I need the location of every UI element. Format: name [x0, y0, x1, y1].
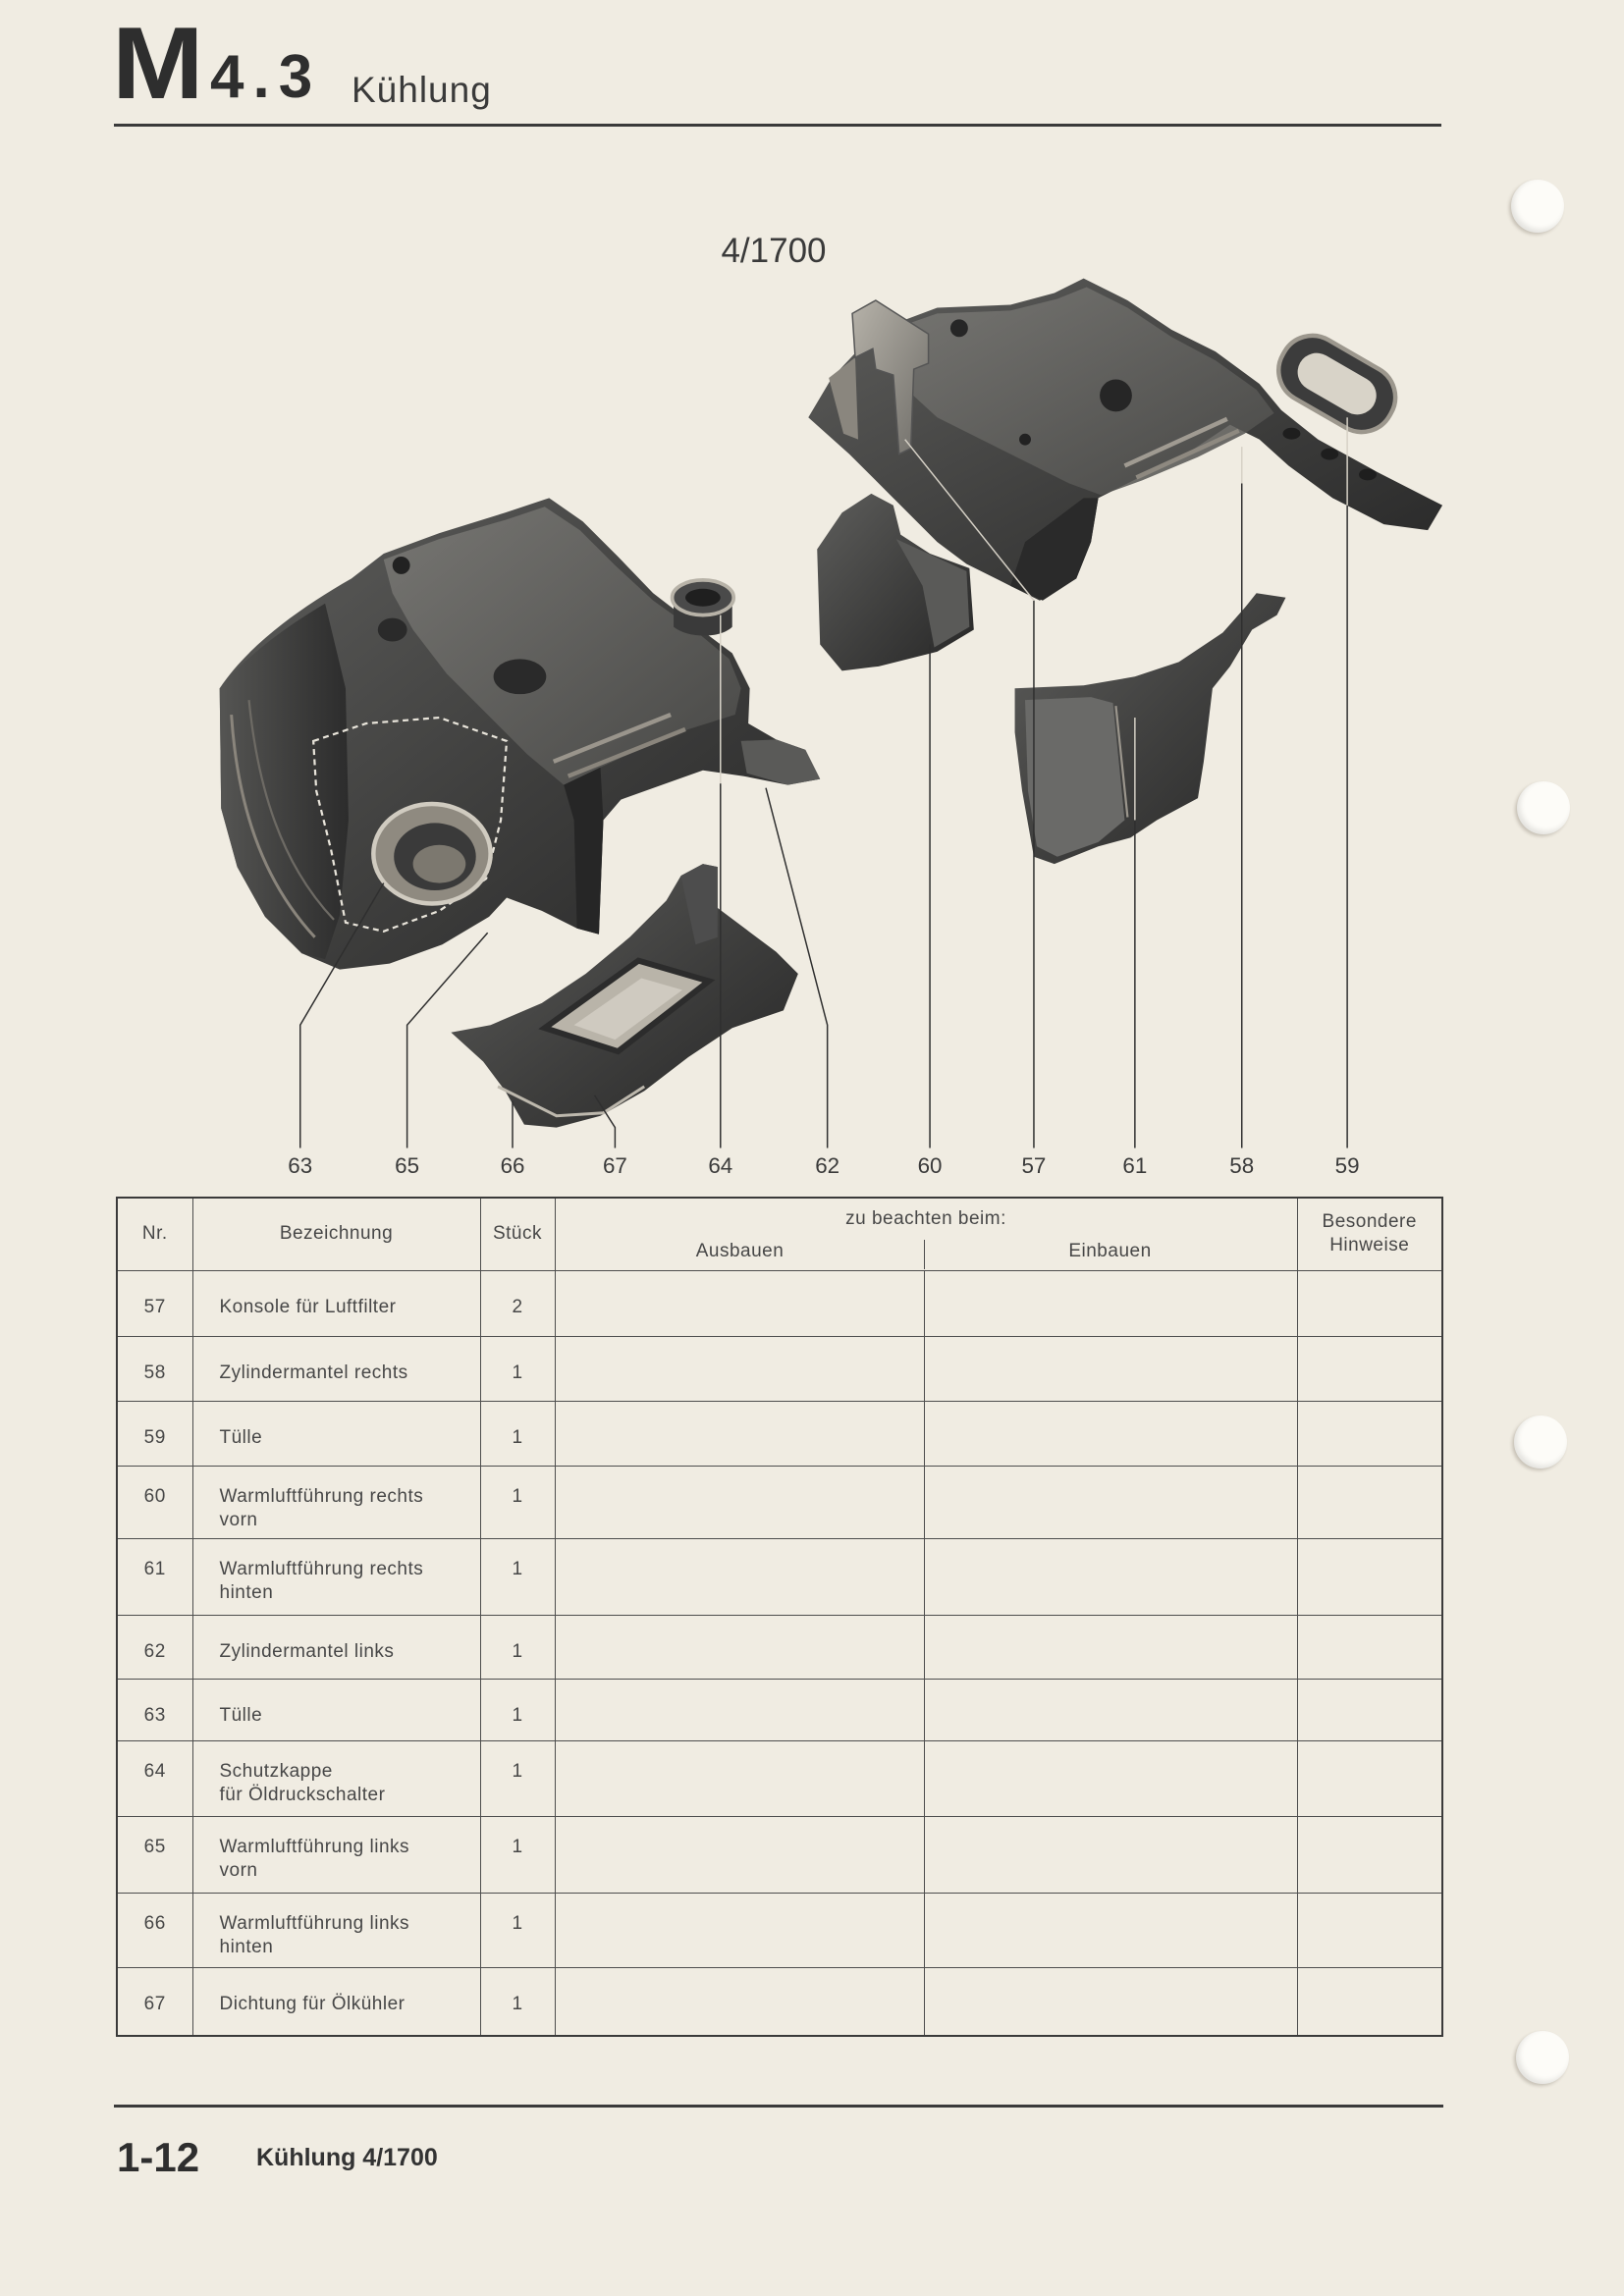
part-62-bracket: [741, 739, 821, 784]
cell-name: Zylindermantel rechts: [192, 1336, 480, 1401]
cell-qty: 1: [480, 1893, 555, 1967]
cell-name: Tülle: [192, 1401, 480, 1466]
table-row: [117, 1893, 1442, 1967]
header-name: Bezeichnung: [192, 1198, 480, 1270]
part-62-hole: [393, 557, 410, 574]
section-title: Kühlung: [352, 70, 492, 110]
cell-name: Zylindermantel links: [192, 1615, 480, 1679]
cell-install: [924, 1615, 1297, 1679]
part-64-protective-cap: [673, 580, 734, 636]
cell-install: [924, 1816, 1297, 1893]
callout-58: 58: [1229, 1152, 1255, 1178]
table-row: [117, 1336, 1442, 1401]
footer-page-number: 1-12: [117, 2134, 200, 2180]
header-note-group-title: zu beachten beim:: [845, 1208, 1006, 1230]
cell-removal: [555, 1401, 924, 1466]
part-62-hole: [494, 659, 547, 694]
cell-remarks: [1297, 1538, 1442, 1615]
footer-rule: [114, 2105, 1443, 2108]
parts-table-head: [117, 1198, 1442, 1270]
cell-install: [924, 1967, 1297, 2036]
punch-hole: [1517, 781, 1570, 834]
cell-name: Warmluftführung rechts hinten: [192, 1538, 480, 1615]
part-63-inner: [413, 845, 466, 883]
punch-hole: [1516, 2031, 1569, 2084]
cell-qty: 1: [480, 1336, 555, 1401]
cell-remarks: [1297, 1967, 1442, 2036]
table-row: [117, 1466, 1442, 1538]
cell-install: [924, 1679, 1297, 1740]
cell-removal: [555, 1740, 924, 1816]
cell-remarks: [1297, 1615, 1442, 1679]
cell-name: Warmluftführung rechts vorn: [192, 1466, 480, 1538]
cell-removal: [555, 1270, 924, 1336]
cell-name: Tülle: [192, 1679, 480, 1740]
cell-qty: 1: [480, 1466, 555, 1538]
part-61-warm-air-duct-right-rear: [1015, 593, 1286, 864]
table-row: [117, 1740, 1442, 1816]
section-letter: M: [112, 7, 204, 121]
table-row: [117, 1401, 1442, 1466]
punch-hole: [1511, 180, 1564, 233]
cell-removal: [555, 1967, 924, 2036]
cell-remarks: [1297, 1893, 1442, 1967]
cell-removal: [555, 1336, 924, 1401]
table-row: [117, 1679, 1442, 1740]
table-row: [117, 1967, 1442, 2036]
part-64-cap-opening: [685, 589, 721, 607]
table-row: [117, 1538, 1442, 1615]
cell-name: Warmluftführung links vorn: [192, 1816, 480, 1893]
footer-title: Kühlung 4/1700: [256, 2144, 438, 2171]
header-install: Einbauen: [1068, 1241, 1152, 1262]
part-58-hole: [950, 319, 968, 337]
header-removal: Ausbauen: [695, 1241, 785, 1262]
callout-62: 62: [815, 1152, 840, 1178]
callout-66: 66: [500, 1152, 525, 1178]
cell-remarks: [1297, 1401, 1442, 1466]
parts-table-body: [117, 1270, 1442, 2036]
cell-install: [924, 1401, 1297, 1466]
cell-removal: [555, 1679, 924, 1740]
callout-67: 67: [602, 1152, 627, 1178]
cell-nr: 59: [117, 1401, 192, 1466]
callout-63: 63: [288, 1152, 313, 1178]
cell-qty: 1: [480, 1615, 555, 1679]
note-group-wrapper: [556, 1199, 1297, 1269]
cell-remarks: [1297, 1679, 1442, 1740]
part-58-hole: [1100, 380, 1132, 412]
cell-nr: 64: [117, 1740, 192, 1816]
cell-nr: 57: [117, 1270, 192, 1336]
cell-removal: [555, 1816, 924, 1893]
cell-nr: 58: [117, 1336, 192, 1401]
callout-numbers: [288, 1153, 1359, 1178]
callout-57: 57: [1021, 1152, 1047, 1178]
cell-removal: [555, 1538, 924, 1615]
callout-60: 60: [917, 1152, 943, 1178]
cell-qty: 1: [480, 1401, 555, 1466]
cell-removal: [555, 1615, 924, 1679]
callout-61: 61: [1122, 1152, 1148, 1178]
callout-64: 64: [708, 1152, 733, 1178]
part-58-hole: [1359, 468, 1377, 480]
part-58-hole: [1321, 449, 1338, 460]
header-qty: Stück: [480, 1198, 555, 1270]
cell-install: [924, 1893, 1297, 1967]
punch-hole: [1514, 1415, 1567, 1468]
cell-removal: [555, 1466, 924, 1538]
header-divider: [924, 1240, 926, 1269]
table-header-row: [117, 1198, 1442, 1270]
cell-qty: 1: [480, 1538, 555, 1615]
cell-remarks: [1297, 1336, 1442, 1401]
cell-nr: 62: [117, 1615, 192, 1679]
callout-65: 65: [395, 1152, 420, 1178]
cell-remarks: [1297, 1270, 1442, 1336]
cell-install: [924, 1538, 1297, 1615]
table-row: [117, 1270, 1442, 1336]
parts-table: [116, 1197, 1443, 2037]
header-nr: Nr.: [117, 1198, 192, 1270]
cell-qty: 1: [480, 1679, 555, 1740]
table-row: [117, 1615, 1442, 1679]
section-number: 4.3: [210, 43, 322, 111]
table-row: [117, 1816, 1442, 1893]
cell-remarks: [1297, 1466, 1442, 1538]
cell-name: Dichtung für Ölkühler: [192, 1967, 480, 2036]
callout-59: 59: [1334, 1152, 1360, 1178]
cell-nr: 60: [117, 1466, 192, 1538]
part-58-hole: [1019, 434, 1031, 446]
cell-name: Warmluftführung links hinten: [192, 1893, 480, 1967]
cell-nr: 63: [117, 1679, 192, 1740]
cell-remarks: [1297, 1816, 1442, 1893]
cell-name: Konsole für Luftfilter: [192, 1270, 480, 1336]
cell-nr: 66: [117, 1893, 192, 1967]
part-58-hole: [1282, 428, 1300, 440]
cell-install: [924, 1336, 1297, 1401]
header-remarks: Besondere Hinweise: [1297, 1198, 1442, 1270]
cell-install: [924, 1740, 1297, 1816]
cell-remarks: [1297, 1740, 1442, 1816]
part-62-cylinder-cover-left: [220, 498, 820, 969]
cell-nr: 65: [117, 1816, 192, 1893]
cell-qty: 1: [480, 1967, 555, 2036]
cell-qty: 1: [480, 1740, 555, 1816]
cell-removal: [555, 1893, 924, 1967]
header-note-group: [555, 1198, 1297, 1270]
cell-name: Schutzkappe für Öldruckschalter: [192, 1740, 480, 1816]
part-62-hole: [378, 618, 407, 642]
cell-install: [924, 1466, 1297, 1538]
cell-qty: 1: [480, 1816, 555, 1893]
cell-nr: 61: [117, 1538, 192, 1615]
part-63-grommet: [373, 804, 490, 903]
cell-qty: 2: [480, 1270, 555, 1336]
figure-title: 4/1700: [721, 232, 827, 270]
cell-install: [924, 1270, 1297, 1336]
cell-nr: 67: [117, 1967, 192, 2036]
